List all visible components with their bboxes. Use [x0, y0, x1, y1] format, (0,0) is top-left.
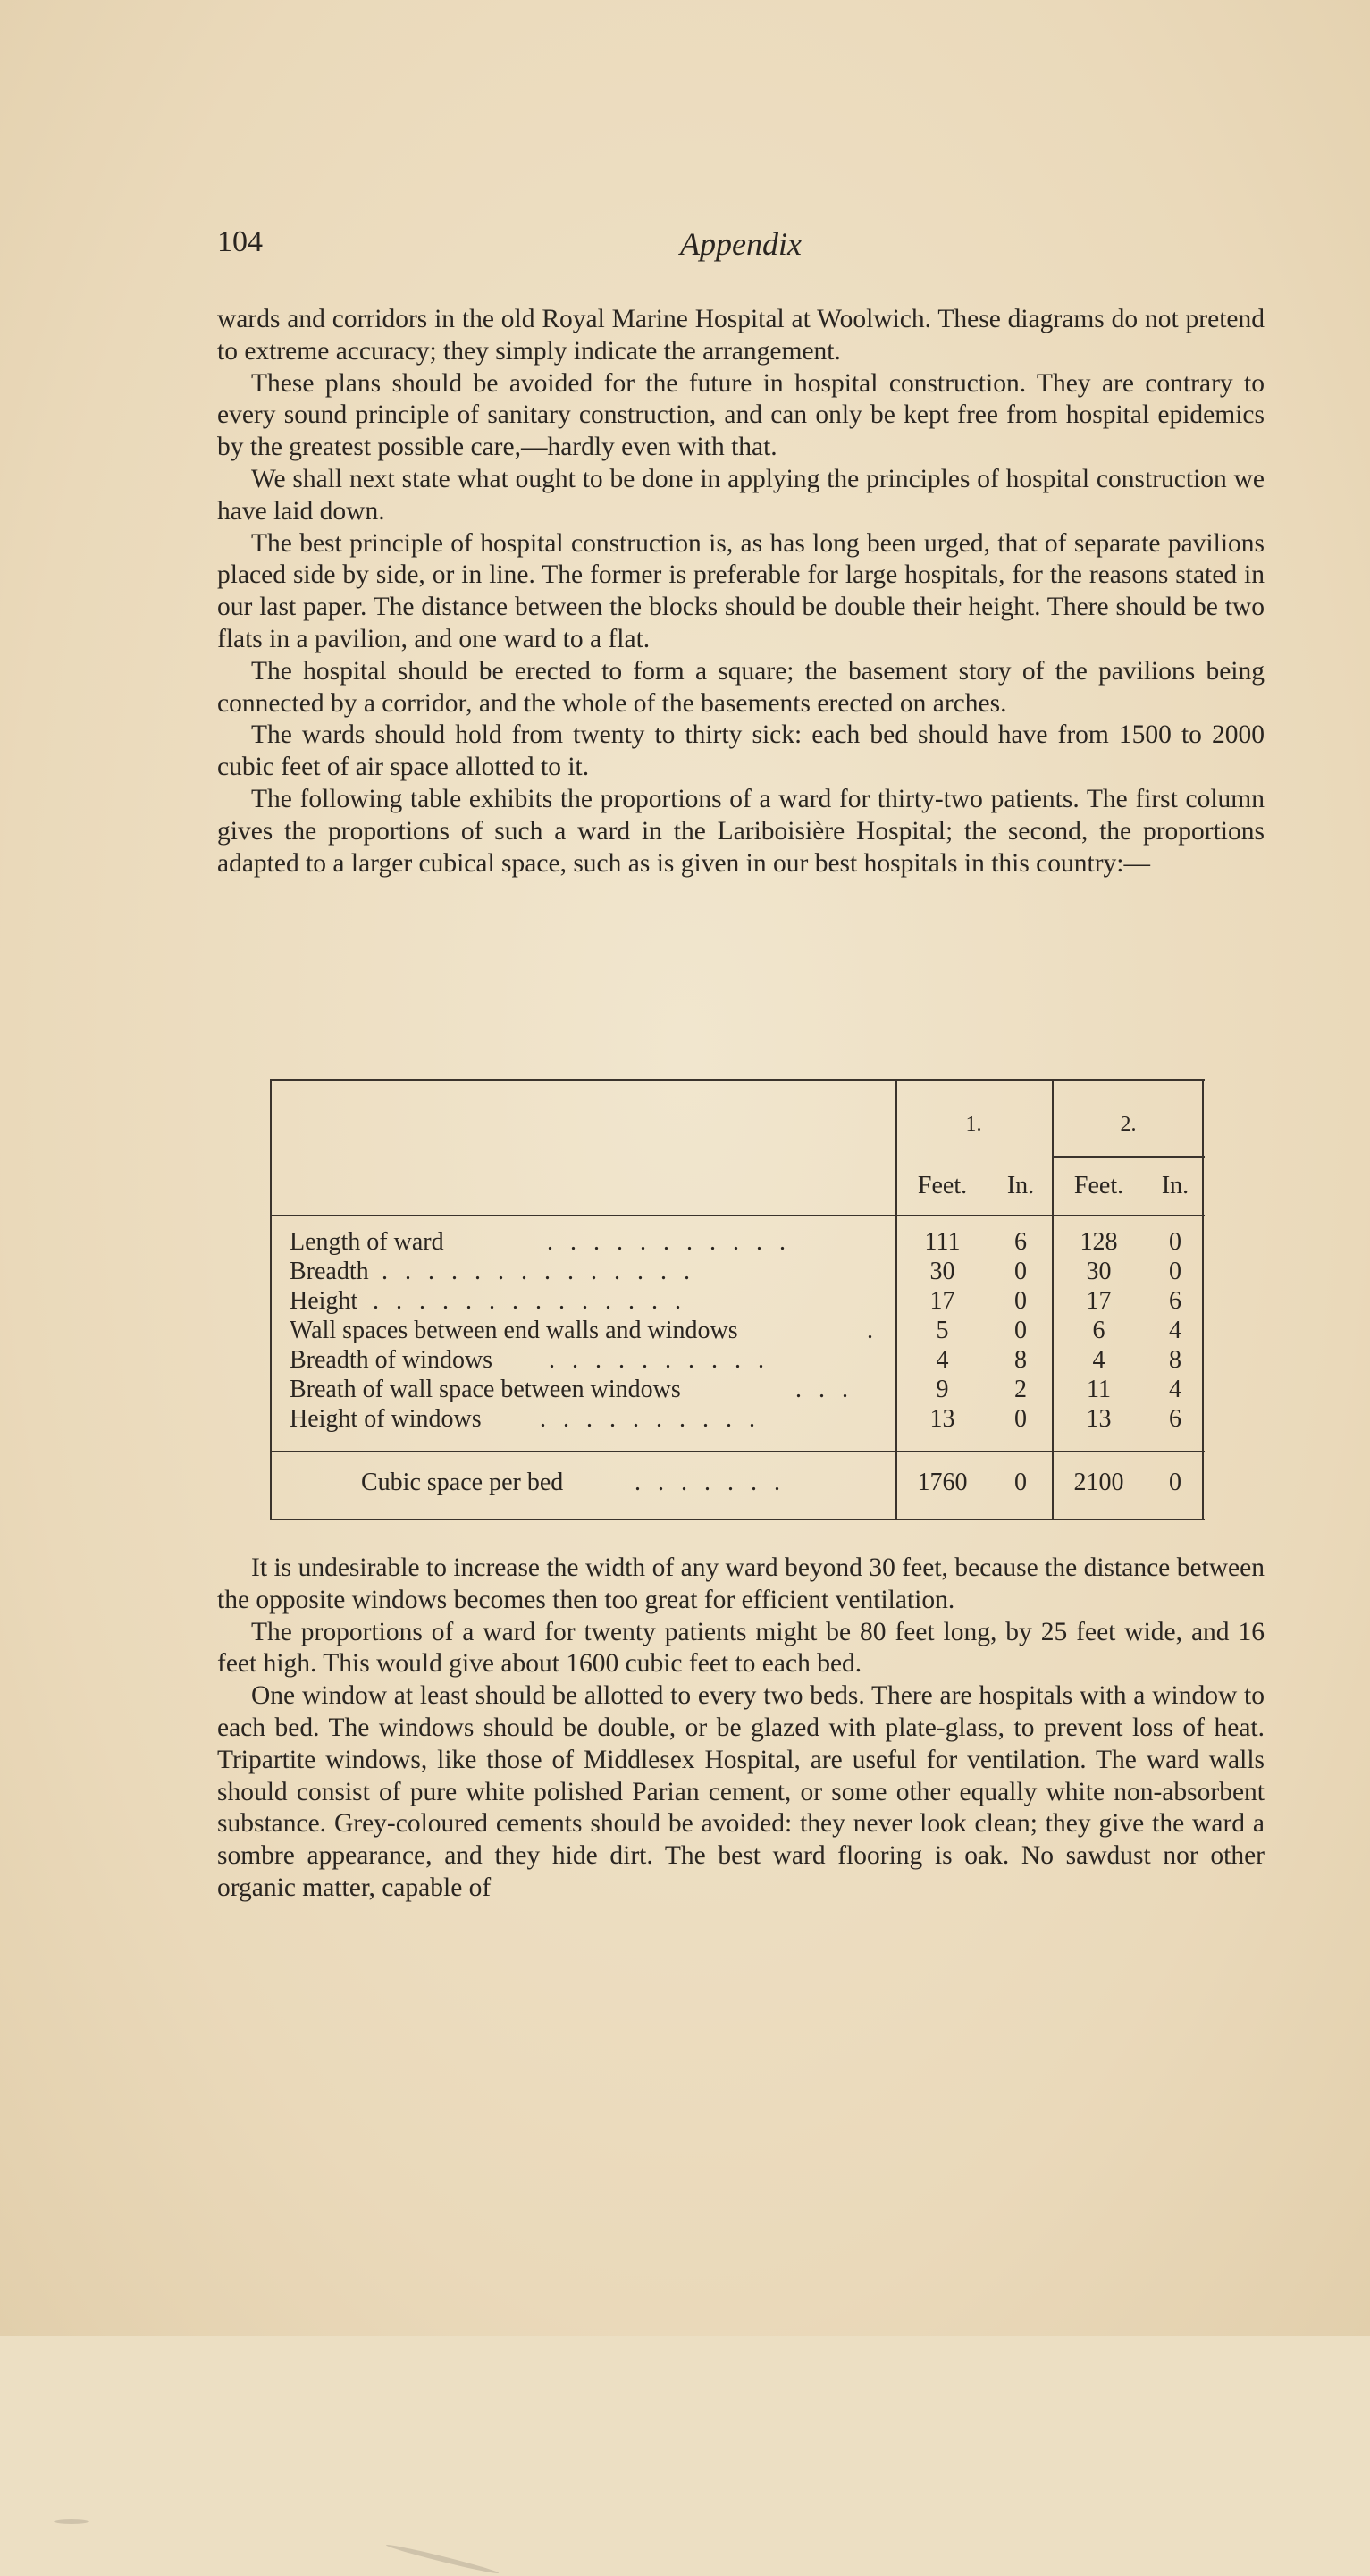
unit-header: In. — [1161, 1172, 1189, 1200]
inches-1: 2 — [1014, 1376, 1027, 1403]
inches-2: 6 — [1169, 1287, 1181, 1315]
paragraph: It is undesirable to increase the width of any ward beyond 30 feet, because the distance between the opposite windows becomes then too great for efficient ventilation. — [217, 1553, 1265, 1614]
feet-2: 17 — [1086, 1287, 1112, 1315]
row-leader: . . . . . . . . . . . — [547, 1228, 791, 1256]
unit-header: Feet. — [1073, 1172, 1124, 1200]
feet-1: 13 — [929, 1405, 955, 1433]
paragraph: The proportions of a ward for twenty patients might be 80 feet long, by 25 feet wide, and 16 feet high. This would give about 1600 cubic feet to each bed. — [217, 1617, 1265, 1679]
inches-1: 0 — [1014, 1405, 1027, 1433]
table-row — [270, 1376, 1205, 1405]
table-total-row — [270, 1469, 1205, 1501]
feet-2: 13 — [1086, 1405, 1112, 1433]
inches-2: 0 — [1169, 1258, 1181, 1285]
row-leader: . . . . . . . — [635, 1469, 786, 1496]
table-row — [270, 1405, 1205, 1435]
inches-1: 6 — [1014, 1228, 1027, 1256]
column-group-1: 1. — [965, 1113, 982, 1136]
inches-2: 4 — [1169, 1317, 1181, 1344]
inches-2: 0 — [1169, 1469, 1181, 1496]
table-row — [270, 1258, 1205, 1287]
paragraph: The hospital should be erected to form a square; the basement story of the pavilions being connected by a corridor, and the whole of the basements erected on arches. — [217, 656, 1265, 718]
feet-1: 17 — [929, 1287, 955, 1315]
feet-1: 9 — [936, 1376, 949, 1403]
feet-1: 30 — [929, 1258, 955, 1285]
inches-2: 8 — [1169, 1346, 1181, 1374]
body-text-bottom — [217, 1553, 1265, 1905]
unit-header: Feet. — [917, 1172, 968, 1200]
row-leader: . . . . . . . . . . . . . . — [382, 1258, 695, 1285]
row-label: Wall spaces between end walls and windows — [290, 1317, 738, 1344]
paragraph: We shall next state what ought to be done in applying the principles of hospital construction we have laid down. — [217, 464, 1265, 526]
row-label: Breadth of windows — [290, 1346, 493, 1374]
table-row — [270, 1228, 1205, 1258]
ward-proportions-table — [270, 1079, 1205, 1520]
row-label: Height of windows — [290, 1405, 482, 1433]
page-header — [217, 225, 1265, 279]
table-row — [270, 1287, 1205, 1317]
inches-2: 6 — [1169, 1405, 1181, 1433]
paper-blemish — [385, 2542, 500, 2575]
paper-blemish — [54, 2519, 89, 2524]
inches-1: 0 — [1014, 1258, 1027, 1285]
paragraph: The following table exhibits the proportions of a ward for thirty-two patients. The first column gives the proportions of such a ward in the Lariboisière Hospital; the second, the proportions adapted to a larger cubical space, such as is given in our best hospitals in this country:— — [217, 784, 1265, 878]
unit-header: In. — [1006, 1172, 1035, 1200]
inches-1: 0 — [1014, 1469, 1027, 1496]
paragraph: These plans should be avoided for the future in hospital construction. They are contrary to every sound principle of sanitary construction, and can only be kept free from hospital epidemics by the greatest possible care,—hardly even with that. — [217, 368, 1265, 462]
paragraph: The best principle of hospital construction is, as has long been urged, that of separate pavilions placed side by side, or in line. The former is preferable for large hospitals, for the reasons stated in our last paper. The distance between the blocks should be double their height. There should be two flats in a pavilion, and one ward to a flat. — [217, 528, 1265, 653]
feet-1: 1760 — [917, 1469, 968, 1496]
running-head: Appendix — [680, 226, 802, 262]
table-row — [270, 1317, 1205, 1346]
paragraph: The wards should hold from twenty to thirty sick: each bed should have from 1500 to 2000 cubic feet of air space allotted to it. — [217, 720, 1265, 782]
row-label: Cubic space per bed — [361, 1469, 564, 1496]
column-group-2: 2. — [1120, 1113, 1137, 1136]
row-leader: . . . . . . . . . . — [549, 1346, 769, 1374]
row-label: Breadth — [290, 1258, 369, 1285]
feet-2: 128 — [1080, 1228, 1118, 1256]
row-leader: . . . . . . . . . . — [540, 1405, 761, 1433]
inches-1: 8 — [1014, 1346, 1027, 1374]
feet-2: 6 — [1092, 1317, 1105, 1344]
table-row — [270, 1346, 1205, 1376]
inches-2: 0 — [1169, 1228, 1181, 1256]
paragraph: wards and corridors in the old Royal Marine Hospital at Woolwich. These diagrams do not pretend to extreme accuracy; they simply indicate the arrangement. — [217, 305, 1265, 366]
body-text-top — [217, 304, 1265, 880]
feet-2: 30 — [1086, 1258, 1112, 1285]
feet-2: 2100 — [1073, 1469, 1124, 1496]
row-label: Length of ward — [290, 1228, 444, 1256]
row-label: Breath of wall space between windows — [290, 1376, 681, 1403]
inches-2: 4 — [1169, 1376, 1181, 1403]
inches-1: 0 — [1014, 1287, 1027, 1315]
row-label: Height — [290, 1287, 358, 1315]
inches-1: 0 — [1014, 1317, 1027, 1344]
feet-1: 4 — [936, 1346, 949, 1374]
row-leader: . . . — [795, 1376, 853, 1403]
row-leader: . . . . . . . . . . . . . . — [373, 1287, 686, 1315]
row-leader: . — [867, 1317, 878, 1344]
paragraph: One window at least should be allotted to every two beds. There are hospitals with a window to each bed. The windows should be double, or be glazed with plate-glass, to prevent loss of heat. Tripartite windows, like those of Middlesex Hospital, are useful for ventilation. The ward walls should consist of pure white polished Parian cement, or some other equally white non-absorbent substance. Grey-coloured cements should be avoided: they never look clean; they give the ward a sombre appearance, and they hide dirt. The best ward flooring is oak. No sawdust nor other organic matter, capable of — [217, 1681, 1265, 1902]
feet-2: 4 — [1092, 1346, 1105, 1374]
feet-2: 11 — [1087, 1376, 1111, 1403]
feet-1: 111 — [924, 1228, 961, 1256]
feet-1: 5 — [936, 1317, 949, 1344]
page-number: 104 — [217, 225, 263, 258]
